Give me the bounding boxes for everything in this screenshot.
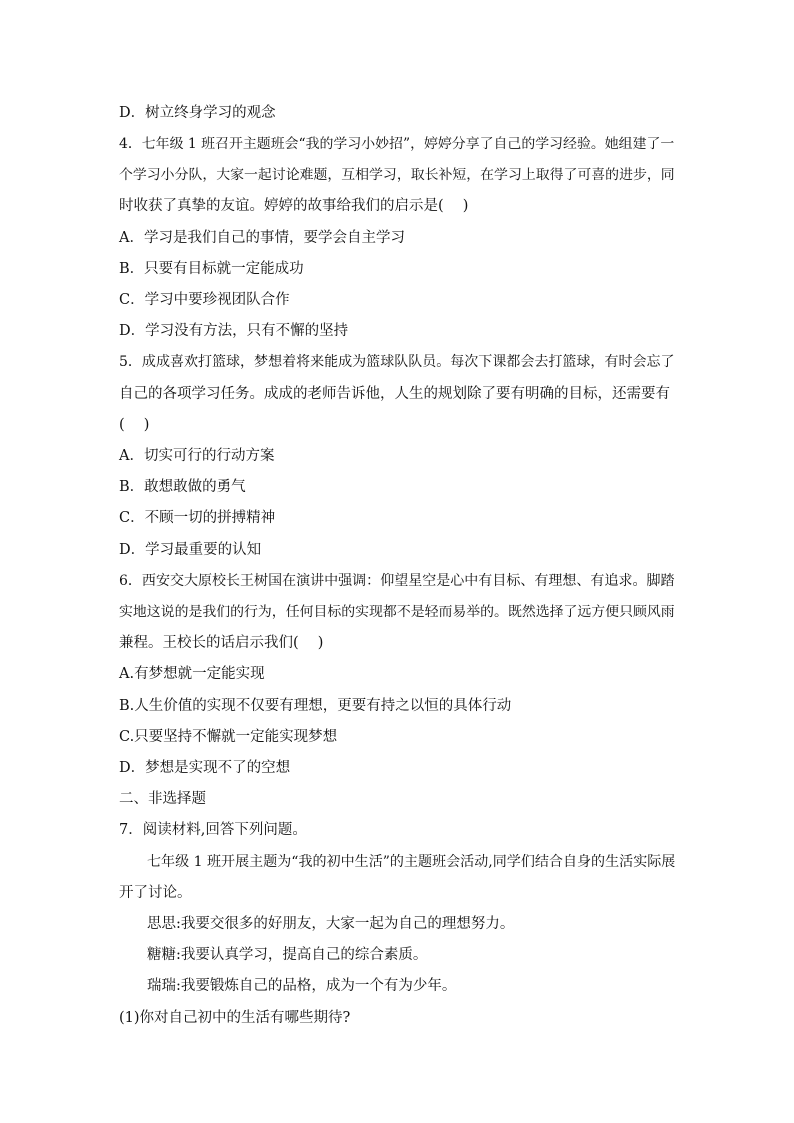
q4-option-a: A．学习是我们自己的事情，要学会自主学习	[119, 230, 405, 246]
q6-option-c: C.只要坚持不懈就一定能实现梦想	[119, 729, 338, 745]
q5-option-b: B．敢想敢做的勇气	[119, 479, 246, 495]
q4-stem-line-3: 时收获了真挚的友谊。婷婷的故事给我们的启示是( )	[119, 198, 469, 214]
q5-option-a: A．切实可行的行动方案	[119, 448, 275, 464]
q5-option-c: C．不顾一切的拼搏精神	[119, 510, 276, 526]
q6-option-a: A.有梦想就一定能实现	[119, 666, 265, 682]
q6-stem-line-1: 6．西安交大原校长王树国在演讲中强调：仰望星空是心中有目标、有理想、有追求。脚踏	[119, 573, 675, 589]
q7-stem: 7．阅读材料,回答下列问题。	[119, 822, 307, 838]
q5-stem-line-2: 自己的各项学习任务。成成的老师告诉他，人生的规划除了要有明确的目标，还需要有	[119, 386, 670, 402]
q7-speaker-1: 思思:我要交很多的好朋友，大家一起为自己的理想努力。	[147, 916, 515, 932]
q7-speaker-2: 糖糖:我要认真学习，提高自己的综合素质。	[147, 947, 428, 963]
q6-option-b: B.人生价值的实现不仅要有理想，更要有持之以恒的具体行动	[119, 698, 512, 714]
q7-material-line-1: 七年级 1 班开展主题为“我的初中生活”的主题班会活动,同学们结合自身的生活实际展	[147, 854, 676, 870]
q4-option-c: C．学习中要珍视团队合作	[119, 292, 290, 308]
q3-option-d: D．树立终身学习的观念	[119, 105, 276, 121]
q7-material-line-2: 开了讨论。	[119, 885, 192, 901]
q5-stem-line-3: ( )	[119, 417, 150, 433]
q5-option-d: D．学习最重要的认知	[119, 542, 262, 558]
q6-stem-line-2: 实地这说的是我们的行为，任何目标的实现都不是轻而易举的。既然选择了远方便只顾风雨	[119, 604, 675, 620]
q4-option-d: D．学习没有方法，只有不懈的坚持	[119, 323, 349, 339]
q5-stem-line-1: 5．成成喜欢打篮球，梦想着将来能成为篮球队队员。每次下课都会去打篮球，有时会忘了	[119, 354, 675, 370]
section-title: 二、非选择题	[119, 791, 206, 807]
q7-subquestion-1: (1)你对自己初中的生活有哪些期待?	[119, 1010, 351, 1026]
q6-option-d: D．梦想是实现不了的空想	[119, 760, 291, 776]
q6-stem-line-3: 兼程。王校长的话启示我们( )	[119, 635, 324, 651]
q4-stem-line-2: 个学习小分队，大家一起讨论难题，互相学习，取长补短，在学习上取得了可喜的进步，同	[119, 167, 675, 183]
q7-speaker-3: 瑞瑞:我要锻炼自己的品格，成为一个有为少年。	[147, 978, 457, 994]
q4-option-b: B．只要有目标就一定能成功	[119, 261, 304, 277]
q4-stem-line-1: 4．七年级 1 班召开主题班会“我的学习小妙招”，婷婷分享了自己的学习经验。她组建了一	[119, 136, 675, 152]
